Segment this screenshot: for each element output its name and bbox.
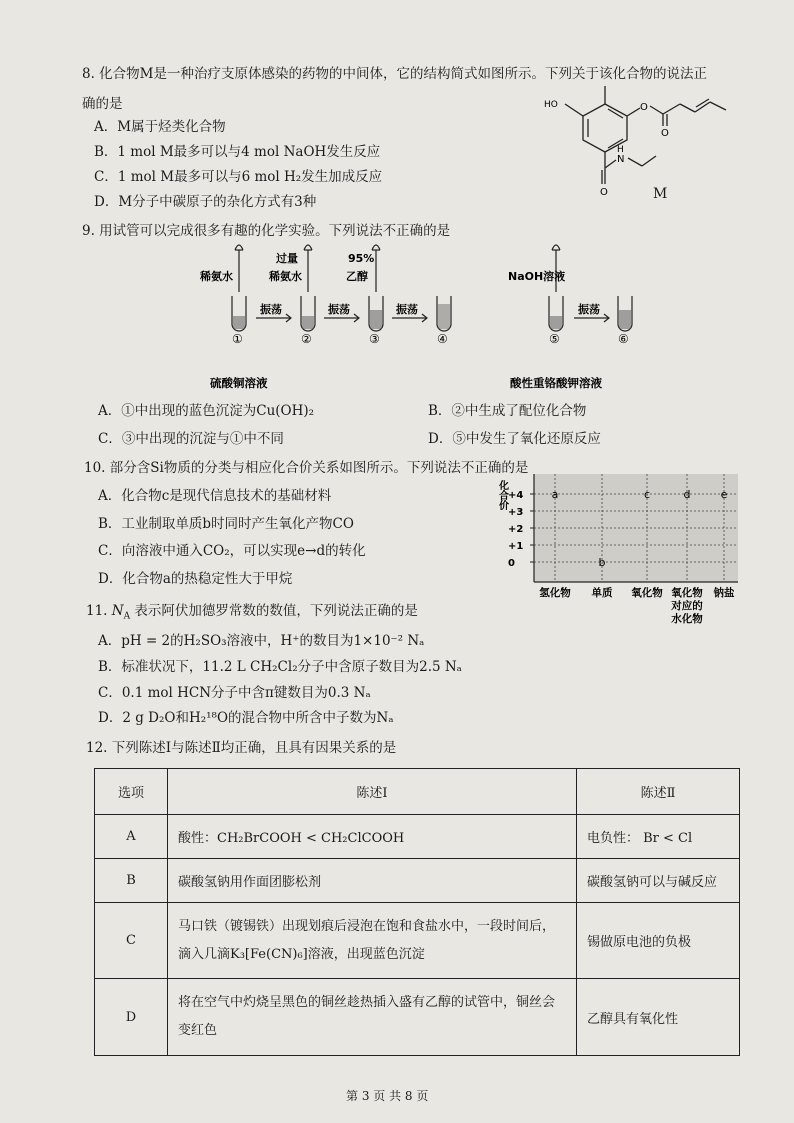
q10-stem: 10. 部分含Si物质的分类与相应化合价关系如图所示。下列说法不正确的是 [84,460,529,476]
x-category-label: 钠盐 [713,587,735,599]
y-tick-label: +2 [508,524,524,535]
table-row [95,815,740,859]
caption-copper-sulfate: 硫酸铜溶液 [210,376,268,390]
row-c-statement-2: 锡做原电池的负极 [577,903,740,979]
compound-m-structure [530,82,740,207]
x-category-label: 氧化物 [671,587,703,599]
tube-number-1: ① [232,332,243,346]
header-statement-1: 陈述Ⅰ [168,769,577,815]
y-tick-label: +1 [508,541,524,552]
q8-stem-line2: 确的是 [82,96,123,112]
si-valence-chart [492,470,754,630]
row-d-statement-1-line1: 将在空气中灼烧呈黑色的铜丝趁热插入盛有乙醇的试管中，铜丝会 [178,995,556,1010]
point-d: d [683,488,691,501]
q11-number: 11. [86,603,108,619]
row-d-statement-1 [168,979,577,1056]
reagent-excess: 过量 [276,252,298,265]
reagent-dilute-ammonia-2: 稀氨水 [269,270,302,283]
structure-n-label: N [617,154,625,165]
structure-h-label: H [617,145,624,155]
q11-stem [86,599,418,622]
x-category-label: 氧化物 [631,587,663,599]
q8-option-d: D．M分子中碳原子的杂化方式有3种 [94,194,317,210]
header-option: 选项 [95,769,168,815]
y-axis-label: 化合价 [496,480,508,510]
reagent-95-percent: 95% [348,252,375,265]
q11-na-symbol: N [111,603,124,619]
q10-option-a: A．化合物c是现代信息技术的基础材料 [98,488,332,504]
row-d-statement-1-line2: 变红色 [178,1023,218,1038]
reagent-ethanol: 乙醇 [346,270,368,283]
row-d-option: D [95,979,168,1056]
q8-option-c: C．1 mol M最多可以与6 mol H₂发生加成反应 [94,169,383,185]
page-footer: 第 3 页 共 8 页 [346,1089,429,1103]
x-category-label: 单质 [591,587,613,599]
shake-label-1: 振荡 [260,303,282,316]
q11-option-b: B．标准状况下，11.2 L CH₂Cl₂分子中含原子数目为2.5 Nₐ [98,659,462,675]
row-a-option: A [95,815,168,859]
q12-table [94,768,740,1056]
y-tick-label: 0 [508,558,515,569]
shake-label-4: 振荡 [578,303,600,316]
row-c-statement-1-line1: 马口铁（镀锡铁）出现划痕后浸泡在饱和食盐水中，一段时间后， [178,918,556,934]
row-c-statement-1 [168,903,577,979]
table-row [95,859,740,903]
row-d-statement-2: 乙醇具有氧化性 [577,979,740,1056]
reagent-dilute-ammonia: 稀氨水 [200,270,233,283]
x-category-sublabel: 水化物 [671,613,703,625]
point-c: c [643,488,651,501]
q10-option-b: B．工业制取单质b时同时产生氧化产物CO [98,516,354,532]
row-a-statement-2: 电负性： Br < Cl [577,815,740,859]
shake-label-3: 振荡 [396,303,418,316]
q8-option-a: A．M属于烃类化合物 [94,119,226,135]
q9-experiment-diagram [190,240,650,400]
q10-option-c: C．向溶液中通入CO₂，可以实现e→d的转化 [98,543,366,559]
q9-option-b: B．②中生成了配位化合物 [428,403,587,419]
point-e: e [720,488,728,501]
shake-label-2: 振荡 [328,303,350,316]
x-category-sublabel: 对应的 [671,600,703,612]
q9-option-d: D．⑤中发生了氧化还原反应 [428,431,601,447]
structure-carbonyl-o-label: O [661,128,669,139]
q11-stem-text: 表示阿伏加德罗常数的数值，下列说法正确的是 [134,603,418,619]
q11-option-a: A．pH = 2的H₂SO₃溶液中，H⁺的数目为1×10⁻² Nₐ [98,633,425,649]
y-tick-label: +4 [508,490,524,501]
caption-dichromate: 酸性重铬酸钾溶液 [510,376,602,390]
tube-number-4: ④ [437,332,448,346]
q8-stem-line1: 8. 化合物M是一种治疗支原体感染的药物的中间体，它的结构简式如图所示。下列关于该化合物的说法正 [82,66,707,82]
q8-option-b: B．1 mol M最多可以与4 mol NaOH发生反应 [94,144,381,160]
q11-option-c: C．0.1 mol HCN分子中含π键数目为0.3 Nₐ [98,685,371,701]
reagent-naoh: NaOH溶液 [508,270,566,283]
tube-number-2: ② [301,332,312,346]
row-b-statement-2: 碳酸氢钠可以与碱反应 [577,859,740,903]
q12-stem: 12. 下列陈述Ⅰ与陈述Ⅱ均正确，且具有因果关系的是 [86,740,397,756]
tube-number-6: ⑥ [618,332,629,346]
header-statement-2: 陈述Ⅱ [577,769,740,815]
q10-option-d: D．化合物a的热稳定性大于甲烷 [98,571,293,587]
point-a: a [551,488,559,501]
q9-option-a: A．①中出现的蓝色沉淀为Cu(OH)₂ [98,403,315,419]
row-b-statement-1: 碳酸氢钠用作面团膨松剂 [168,859,577,903]
row-b-option: B [95,859,168,903]
y-tick-label: +3 [508,507,524,518]
structure-amide-o-label: O [600,187,608,198]
tube-number-3: ③ [369,332,380,346]
row-a-statement-1: 酸性：CH₂BrCOOH < CH₂ClCOOH [168,815,577,859]
q9-option-c: C．③中出现的沉淀与①中不同 [98,431,284,447]
q11-option-d: D．2 g D₂O和H₂¹⁸O的混合物中所含中子数为Nₐ [98,710,394,726]
row-c-option: C [95,903,168,979]
q11-na-subscript: A [123,611,131,622]
table-header-row [95,769,740,815]
structure-o-label: O [640,102,648,113]
table-row [95,979,740,1056]
row-c-statement-1-line2: 滴入几滴K₃[Fe(CN)₆]溶液，出现蓝色沉淀 [178,946,425,962]
q9-stem: 9. 用试管可以完成很多有趣的化学实验。下列说法不正确的是 [82,223,451,239]
table-row [95,903,740,979]
point-b: b [598,556,606,569]
tube-number-5: ⑤ [549,332,560,346]
x-category-label: 氢化物 [539,587,571,599]
compound-m-name: M [653,186,668,202]
structure-ho-label: HO [544,100,558,110]
